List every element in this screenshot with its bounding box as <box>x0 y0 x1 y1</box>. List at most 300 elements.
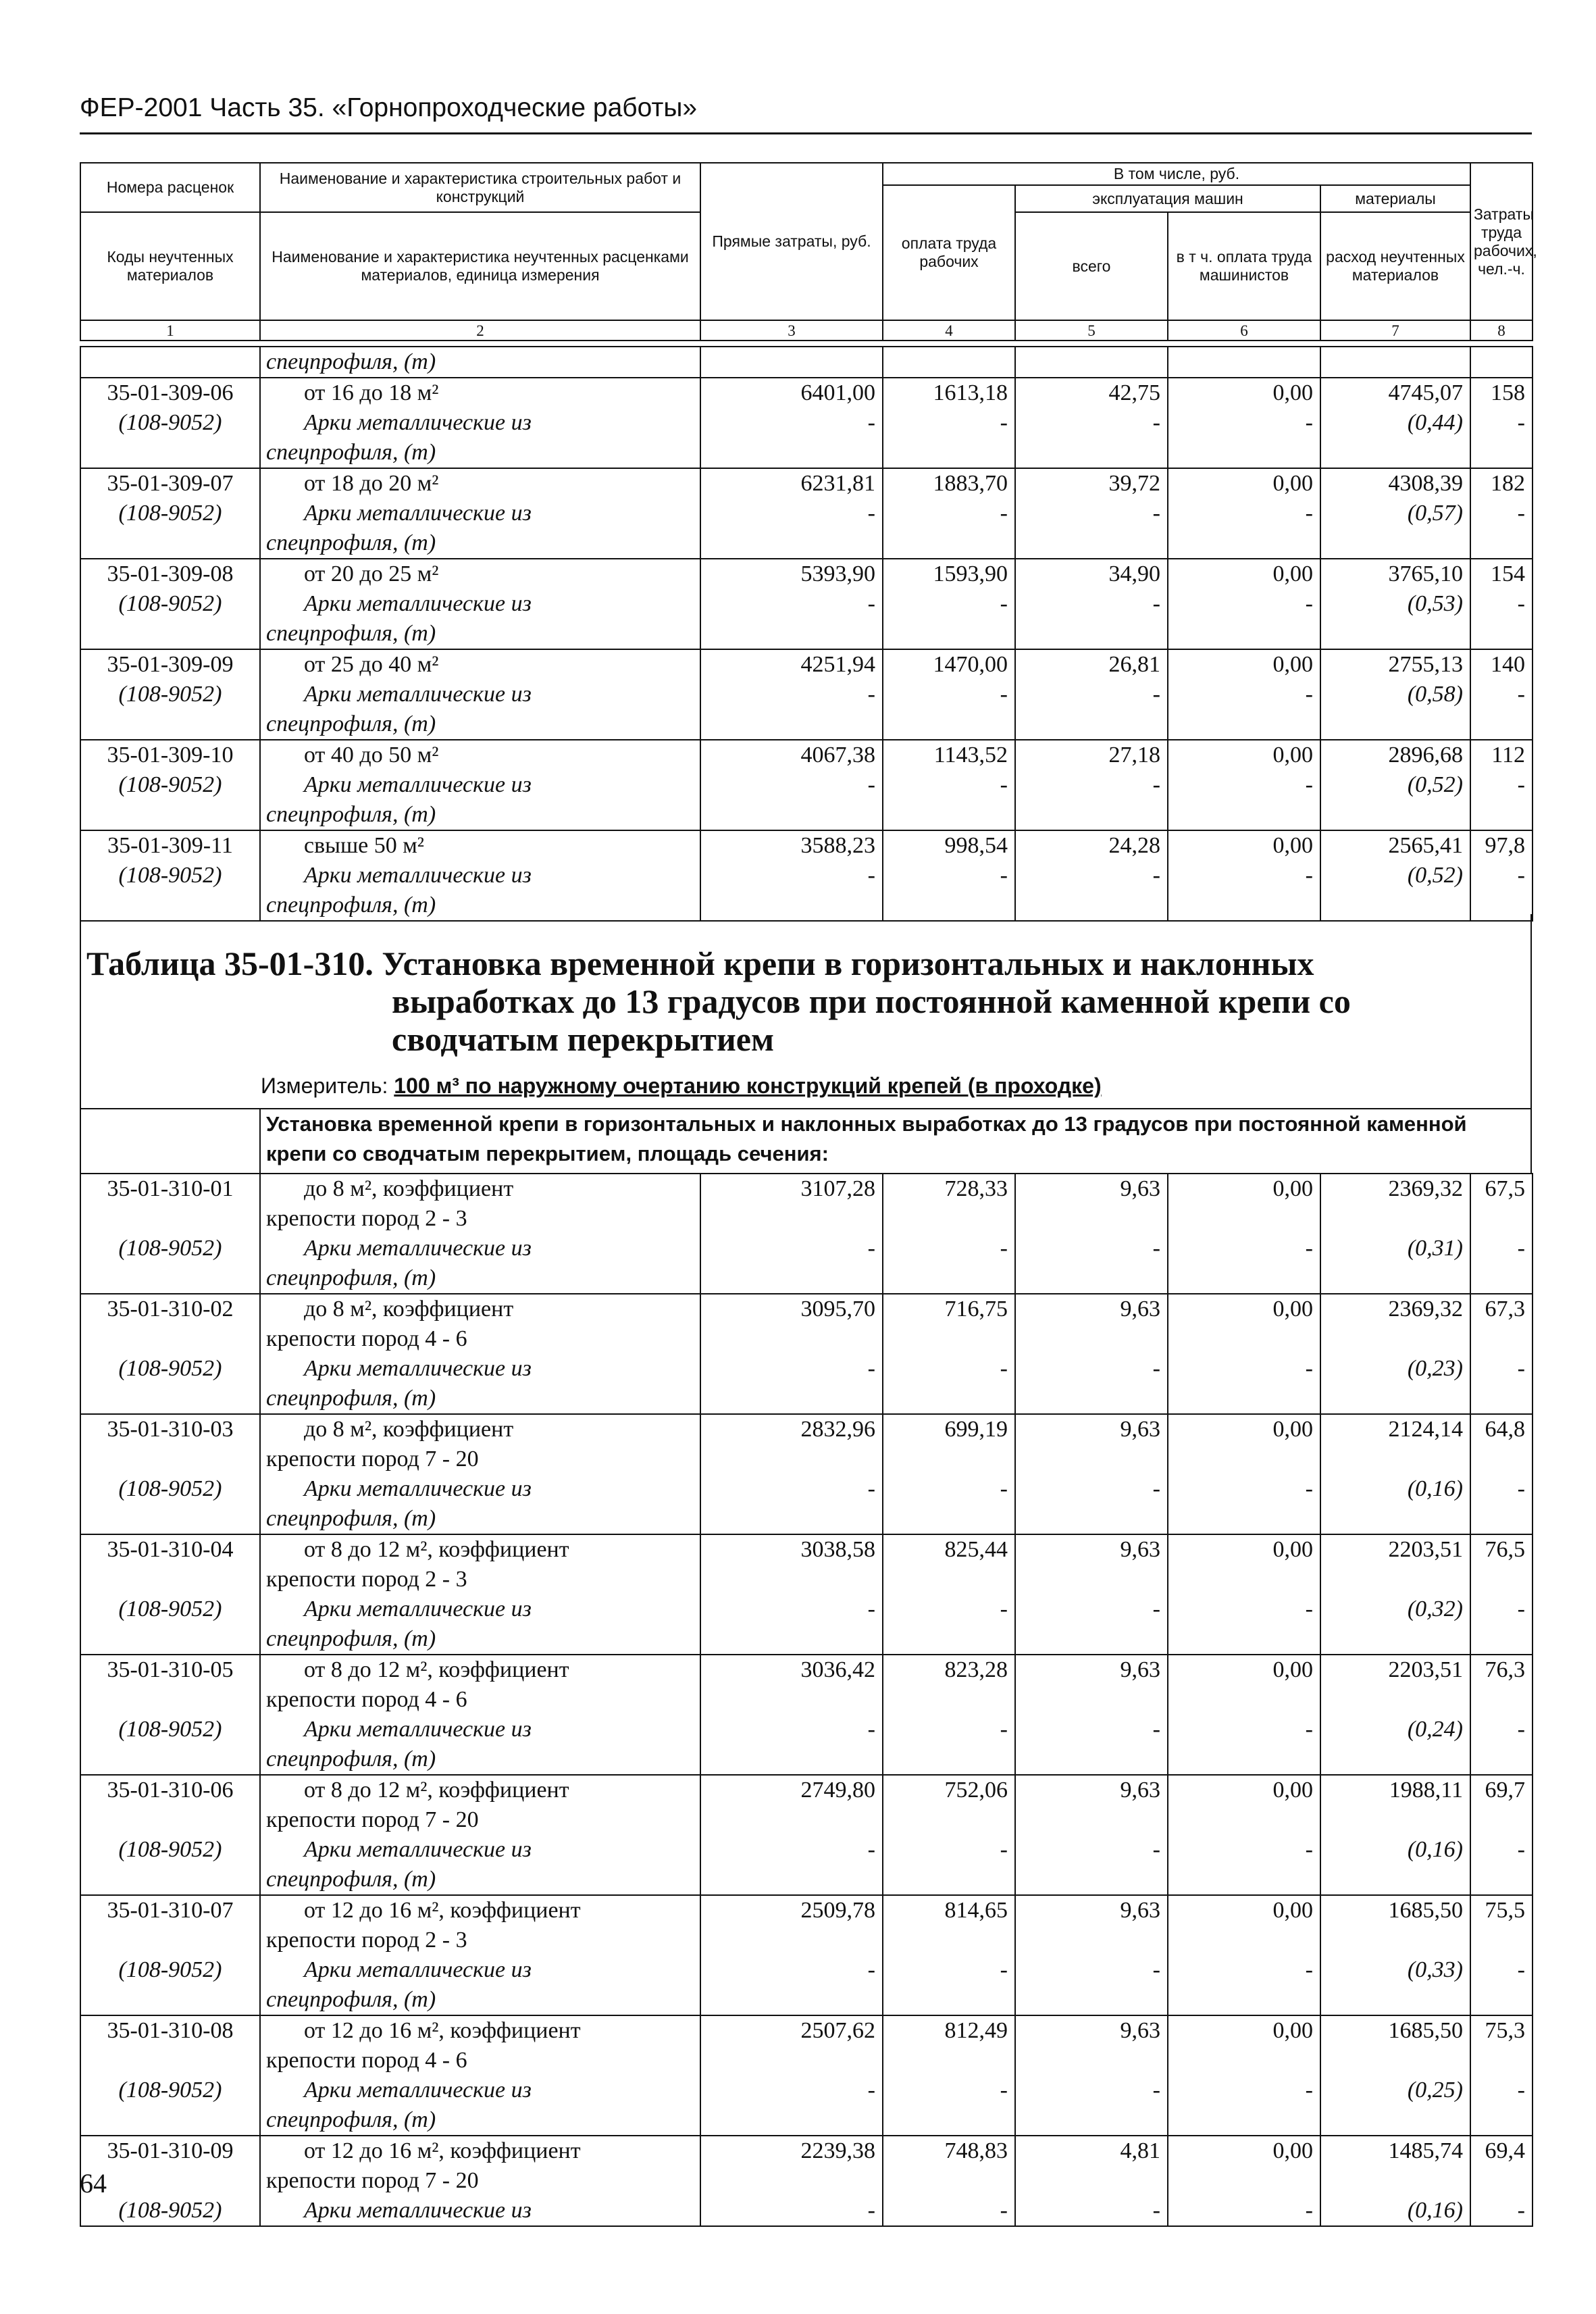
materials-cost-cell <box>1320 559 1470 649</box>
dash-placeholder: - <box>1517 1596 1525 1621</box>
labor-hours-cell <box>1470 1895 1533 2015</box>
machine-labor-cost: 0,00 <box>1272 1417 1313 1442</box>
machine-labor-cost-cell <box>1168 378 1320 468</box>
work-name: от 18 до 20 м² <box>304 471 439 496</box>
materials-cost: 2203,51 <box>1388 1537 1463 1562</box>
work-name: от 40 до 50 м² <box>304 743 439 768</box>
machine-labor-cost-cell <box>1168 1294 1320 1414</box>
work-name: до 8 м², коэффициент <box>304 1417 514 1442</box>
labor-cost: 752,06 <box>944 1778 1008 1803</box>
labor-cost: 728,33 <box>944 1176 1008 1201</box>
dash-placeholder: - <box>1000 410 1008 435</box>
machine-cost: 9,63 <box>1120 1778 1160 1803</box>
work-name-cell <box>260 1775 700 1895</box>
rate-code: 35-01-309-10 <box>107 743 234 768</box>
material-name: Арки металлические из <box>304 1476 532 1501</box>
materials-cost: 3765,10 <box>1388 561 1463 586</box>
rate-code-cell <box>80 1174 260 1294</box>
dash-placeholder: - <box>1305 1236 1313 1261</box>
table-row <box>80 649 1533 740</box>
dash-placeholder: - <box>1152 501 1160 526</box>
col-number: 6 <box>1168 320 1320 341</box>
materials-cost-cell <box>1320 2136 1470 2226</box>
dash-placeholder: - <box>867 1236 875 1261</box>
dash-placeholder: - <box>1517 591 1525 616</box>
material-use: (0,44) <box>1407 410 1463 435</box>
header-col2-top: Наименование и характеристика строительных работ и конструкций <box>260 163 700 212</box>
dash-placeholder: - <box>867 2078 875 2103</box>
material-code: (108-9052) <box>118 1837 222 1862</box>
header-col4: оплата труда рабочих <box>883 185 1015 320</box>
machine-labor-cost: 0,00 <box>1272 652 1313 677</box>
direct-cost: 2239,38 <box>800 2138 875 2163</box>
col-number: 7 <box>1320 320 1470 341</box>
machine-cost-cell <box>1015 378 1168 468</box>
materials-cost-cell <box>1320 378 1470 468</box>
dash-placeholder: - <box>867 1837 875 1862</box>
work-name-cell <box>260 1414 700 1534</box>
table-row <box>80 1534 1533 1655</box>
machine-cost: 34,90 <box>1108 561 1160 586</box>
labor-hours: 182 <box>1491 471 1525 496</box>
dash-placeholder: - <box>1305 1476 1313 1501</box>
section-frame <box>1530 914 1532 1110</box>
labor-hours: 97,8 <box>1485 833 1525 858</box>
dash-placeholder: - <box>1152 1717 1160 1742</box>
rate-code-cell <box>80 830 260 921</box>
machine-labor-cost: 0,00 <box>1272 1176 1313 1201</box>
work-name-cell <box>260 2015 700 2136</box>
meter-value: 100 м³ по наружному очертанию конструкций крепей (в проходке) <box>394 1074 1102 1098</box>
machine-cost: 9,63 <box>1120 1176 1160 1201</box>
direct-cost-cell <box>700 1414 883 1534</box>
direct-cost-cell <box>700 2136 883 2226</box>
material-code: (108-9052) <box>118 1957 222 1982</box>
dash-placeholder: - <box>1152 591 1160 616</box>
labor-hours-cell <box>1470 1174 1533 1294</box>
section-subtitle: Установка временной крепи в горизонтальных и наклонных выработках до 13 градусов при постоянной каменной крепи со сводчатым перекрытием, площадь сечения: <box>266 1112 1467 1165</box>
machine-cost: 9,63 <box>1120 2018 1160 2043</box>
dash-placeholder: - <box>1152 682 1160 707</box>
work-name: от 12 до 16 м², коэффициент <box>304 1898 581 1923</box>
direct-cost: 2749,80 <box>800 1778 875 1803</box>
labor-cost-cell <box>883 378 1015 468</box>
header-materials: материалы <box>1320 185 1470 212</box>
labor-cost-cell <box>883 830 1015 921</box>
dash-placeholder: - <box>1305 2078 1313 2103</box>
dash-placeholder: - <box>1152 2198 1160 2223</box>
meter-line <box>261 1074 1102 1099</box>
work-name-cell <box>260 559 700 649</box>
materials-cost-cell <box>1320 1174 1470 1294</box>
dash-placeholder: - <box>1000 863 1008 888</box>
work-name: свыше 50 м² <box>304 833 424 858</box>
carryover-text: спецпрофиля, (т) <box>260 347 700 378</box>
rate-code-cell <box>80 1655 260 1775</box>
material-use: (0,16) <box>1407 1476 1463 1501</box>
machine-labor-cost-cell <box>1168 1414 1320 1534</box>
dash-placeholder: - <box>867 1476 875 1501</box>
labor-hours: 64,8 <box>1485 1417 1525 1442</box>
work-name-cont: крепости пород 7 - 20 <box>266 1807 479 1832</box>
rate-code: 35-01-309-08 <box>107 561 234 586</box>
labor-cost: 748,83 <box>944 2138 1008 2163</box>
material-name: Арки металлические из <box>304 410 532 435</box>
dash-placeholder: - <box>1152 2078 1160 2103</box>
direct-cost-cell <box>700 1655 883 1775</box>
machine-labor-cost-cell <box>1168 1775 1320 1895</box>
labor-cost: 814,65 <box>944 1898 1008 1923</box>
direct-cost-cell <box>700 830 883 921</box>
material-use: (0,52) <box>1407 863 1463 888</box>
dash-placeholder: - <box>1517 1957 1525 1982</box>
materials-cost: 4745,07 <box>1388 380 1463 405</box>
labor-cost: 998,54 <box>944 833 1008 858</box>
work-name: от 8 до 12 м², коэффициент <box>304 1537 569 1562</box>
material-use: (0,16) <box>1407 1837 1463 1862</box>
materials-cost-cell <box>1320 649 1470 740</box>
dash-placeholder: - <box>867 863 875 888</box>
dash-placeholder: - <box>1000 501 1008 526</box>
direct-cost-cell <box>700 1895 883 2015</box>
work-name-cont: крепости пород 4 - 6 <box>266 1687 467 1712</box>
material-name-cont: спецпрофиля, (т) <box>266 1987 436 2012</box>
header-col8: Затраты труда рабочих, чел.-ч. <box>1470 163 1533 320</box>
machine-cost-cell <box>1015 1534 1168 1655</box>
material-use: (0,32) <box>1407 1596 1463 1621</box>
labor-cost: 1883,70 <box>933 471 1008 496</box>
table-row <box>80 378 1533 468</box>
material-use: (0,53) <box>1407 591 1463 616</box>
materials-cost-cell <box>1320 830 1470 921</box>
machine-labor-cost-cell <box>1168 1655 1320 1775</box>
table-310-body <box>80 1173 1533 2227</box>
machine-labor-cost: 0,00 <box>1272 743 1313 768</box>
table-row <box>80 740 1533 830</box>
direct-cost: 2507,62 <box>800 2018 875 2043</box>
direct-cost-cell <box>700 1294 883 1414</box>
material-use: (0,57) <box>1407 501 1463 526</box>
machine-labor-cost: 0,00 <box>1272 1537 1313 1562</box>
materials-cost: 2369,32 <box>1388 1297 1463 1322</box>
col-number: 5 <box>1015 320 1168 341</box>
dash-placeholder: - <box>1517 2198 1525 2223</box>
direct-cost-cell <box>700 378 883 468</box>
machine-cost: 9,63 <box>1120 1537 1160 1562</box>
dash-placeholder: - <box>1305 1717 1313 1742</box>
work-name-cont: крепости пород 2 - 3 <box>266 1567 467 1592</box>
material-name-cont: спецпрофиля, (т) <box>266 440 436 465</box>
dash-placeholder: - <box>867 591 875 616</box>
rate-code: 35-01-309-09 <box>107 652 234 677</box>
materials-cost-cell <box>1320 1534 1470 1655</box>
dash-placeholder: - <box>867 410 875 435</box>
dash-placeholder: - <box>867 1957 875 1982</box>
material-code: (108-9052) <box>118 682 222 707</box>
labor-hours: 76,5 <box>1485 1537 1525 1562</box>
work-name-cell <box>260 378 700 468</box>
machine-cost-cell <box>1015 1294 1168 1414</box>
work-name-cell <box>260 1655 700 1775</box>
machine-labor-cost: 0,00 <box>1272 1657 1313 1682</box>
material-name-cont: спецпрофиля, (т) <box>266 1746 436 1771</box>
labor-hours: 75,3 <box>1485 2018 1525 2043</box>
work-name-cell <box>260 740 700 830</box>
material-name-cont: спецпрофиля, (т) <box>266 1265 436 1290</box>
work-name-cont: крепости пород 2 - 3 <box>266 1928 467 1953</box>
labor-hours-cell <box>1470 1655 1533 1775</box>
material-name: Арки металлические из <box>304 772 532 797</box>
materials-cost-cell <box>1320 1775 1470 1895</box>
materials-cost: 4308,39 <box>1388 471 1463 496</box>
labor-cost-cell <box>883 1655 1015 1775</box>
machine-cost: 42,75 <box>1108 380 1160 405</box>
section-title-cont: выработках до 13 градусов при постоянной каменной крепи со <box>392 982 1351 1020</box>
header-group: В том числе, руб. <box>883 163 1470 185</box>
direct-cost-cell <box>700 740 883 830</box>
work-name: от 20 до 25 м² <box>304 561 439 586</box>
dash-placeholder: - <box>1152 1957 1160 1982</box>
rate-code-cell <box>80 649 260 740</box>
machine-labor-cost-cell <box>1168 468 1320 559</box>
table-row <box>80 1294 1533 1414</box>
material-code: (108-9052) <box>118 2078 222 2103</box>
dash-placeholder: - <box>867 1356 875 1381</box>
machine-labor-cost-cell <box>1168 1895 1320 2015</box>
material-use: (0,16) <box>1407 2198 1463 2223</box>
work-name-cell <box>260 649 700 740</box>
meter-label: Измеритель: <box>261 1074 388 1098</box>
material-code: (108-9052) <box>118 1717 222 1742</box>
machine-labor-cost-cell <box>1168 2136 1320 2226</box>
section-title-cont: сводчатым перекрытием <box>392 1020 775 1058</box>
machine-labor-cost-cell <box>1168 830 1320 921</box>
machine-cost: 39,72 <box>1108 471 1160 496</box>
direct-cost: 5393,90 <box>800 561 875 586</box>
material-name: Арки металлические из <box>304 2078 532 2103</box>
direct-cost-cell <box>700 1534 883 1655</box>
rate-code-cell <box>80 378 260 468</box>
machine-cost: 9,63 <box>1120 1898 1160 1923</box>
table-row <box>80 1174 1533 1294</box>
machine-labor-cost: 0,00 <box>1272 1778 1313 1803</box>
dash-placeholder: - <box>1517 1476 1525 1501</box>
rate-code-cell <box>80 1534 260 1655</box>
materials-cost-cell <box>1320 1655 1470 1775</box>
material-use: (0,23) <box>1407 1356 1463 1381</box>
direct-cost: 2509,78 <box>800 1898 875 1923</box>
direct-cost-cell <box>700 468 883 559</box>
material-code: (108-9052) <box>118 772 222 797</box>
work-name-cell <box>260 1534 700 1655</box>
dash-placeholder: - <box>1000 1837 1008 1862</box>
machine-cost-cell <box>1015 468 1168 559</box>
labor-cost-cell <box>883 2015 1015 2136</box>
labor-cost-cell <box>883 559 1015 649</box>
col-number: 3 <box>700 320 883 341</box>
rate-code: 35-01-310-01 <box>107 1176 234 1201</box>
dash-placeholder: - <box>867 1717 875 1742</box>
materials-cost-cell <box>1320 740 1470 830</box>
table-row <box>80 1655 1533 1775</box>
dash-placeholder: - <box>1517 2078 1525 2103</box>
labor-hours: 67,3 <box>1485 1297 1525 1322</box>
labor-hours: 75,5 <box>1485 1898 1525 1923</box>
machine-cost-cell <box>1015 740 1168 830</box>
header-rule <box>80 132 1532 134</box>
rate-code-cell <box>80 1294 260 1414</box>
direct-cost: 6231,81 <box>800 471 875 496</box>
direct-cost: 3095,70 <box>800 1297 875 1322</box>
dash-placeholder: - <box>1305 591 1313 616</box>
machine-labor-cost-cell <box>1168 649 1320 740</box>
labor-cost-cell <box>883 740 1015 830</box>
direct-cost-cell <box>700 2015 883 2136</box>
rate-code-cell <box>80 468 260 559</box>
dash-placeholder: - <box>867 772 875 797</box>
labor-cost-cell <box>883 468 1015 559</box>
direct-cost: 4251,94 <box>800 652 875 677</box>
materials-cost: 2203,51 <box>1388 1657 1463 1682</box>
page-number: 64 <box>80 2168 107 2198</box>
labor-cost-cell <box>883 1414 1015 1534</box>
dash-placeholder: - <box>1000 1356 1008 1381</box>
material-use: (0,33) <box>1407 1957 1463 1982</box>
material-name-cont: спецпрофиля, (т) <box>266 530 436 555</box>
work-name: от 8 до 12 м², коэффициент <box>304 1778 569 1803</box>
machine-labor-cost: 0,00 <box>1272 380 1313 405</box>
table-row <box>80 468 1533 559</box>
material-code: (108-9052) <box>118 2198 222 2223</box>
table-row <box>80 2136 1533 2226</box>
dash-placeholder: - <box>1000 1596 1008 1621</box>
dash-placeholder: - <box>867 2198 875 2223</box>
direct-cost-cell <box>700 559 883 649</box>
labor-hours: 158 <box>1491 380 1525 405</box>
labor-cost: 699,19 <box>944 1417 1008 1442</box>
direct-cost: 3038,58 <box>800 1537 875 1562</box>
machine-labor-cost: 0,00 <box>1272 833 1313 858</box>
work-name: до 8 м², коэффициент <box>304 1176 514 1201</box>
work-name-cont: крепости пород 7 - 20 <box>266 1447 479 1472</box>
labor-hours: 154 <box>1491 561 1525 586</box>
labor-cost: 825,44 <box>944 1537 1008 1562</box>
machine-labor-cost-cell <box>1168 559 1320 649</box>
table-row <box>80 830 1533 921</box>
material-name: Арки металлические из <box>304 1957 532 1982</box>
material-use: (0,24) <box>1407 1717 1463 1742</box>
page-header: ФЕР-2001 Часть 35. «Горнопроходческие работы» <box>80 93 698 122</box>
dash-placeholder: - <box>1305 1957 1313 1982</box>
machine-cost: 9,63 <box>1120 1657 1160 1682</box>
material-name: Арки металлические из <box>304 1236 532 1261</box>
materials-cost-cell <box>1320 1414 1470 1534</box>
work-name: от 25 до 40 м² <box>304 652 439 677</box>
machine-labor-cost: 0,00 <box>1272 471 1313 496</box>
section-frame <box>80 914 81 1110</box>
dash-placeholder: - <box>1305 1356 1313 1381</box>
direct-cost-cell <box>700 1174 883 1294</box>
material-code: (108-9052) <box>118 863 222 888</box>
labor-hours: 76,3 <box>1485 1657 1525 1682</box>
machine-cost-cell <box>1015 1414 1168 1534</box>
dash-placeholder: - <box>1305 863 1313 888</box>
rate-code: 35-01-310-07 <box>107 1898 234 1923</box>
labor-hours: 140 <box>1491 652 1525 677</box>
rate-code-cell <box>80 1414 260 1534</box>
labor-hours: 112 <box>1491 743 1525 768</box>
material-code: (108-9052) <box>118 1596 222 1621</box>
material-name: Арки металлические из <box>304 501 532 526</box>
work-name-cont: крепости пород 4 - 6 <box>266 2048 467 2073</box>
dash-placeholder: - <box>1000 1476 1008 1501</box>
material-name-cont: спецпрофиля, (т) <box>266 621 436 646</box>
labor-hours-cell <box>1470 468 1533 559</box>
labor-cost: 823,28 <box>944 1657 1008 1682</box>
dash-placeholder: - <box>1305 682 1313 707</box>
labor-hours-cell <box>1470 559 1533 649</box>
dash-placeholder: - <box>1517 1236 1525 1261</box>
materials-cost: 1988,11 <box>1389 1778 1463 1803</box>
dash-placeholder: - <box>1000 1717 1008 1742</box>
direct-cost: 3107,28 <box>800 1176 875 1201</box>
labor-cost-cell <box>883 649 1015 740</box>
header-machines: эксплуатация машин <box>1015 185 1320 212</box>
col-number: 1 <box>80 320 260 341</box>
machine-cost-cell <box>1015 1174 1168 1294</box>
labor-cost-cell <box>883 1895 1015 2015</box>
dash-placeholder: - <box>1517 863 1525 888</box>
material-name-cont: спецпрофиля, (т) <box>266 802 436 827</box>
rate-code: 35-01-310-08 <box>107 2018 234 2043</box>
labor-cost: 716,75 <box>944 1297 1008 1322</box>
dash-placeholder: - <box>1152 1476 1160 1501</box>
rate-code-cell <box>80 740 260 830</box>
work-name: от 16 до 18 м² <box>304 380 439 405</box>
work-name-cell <box>260 1174 700 1294</box>
machine-cost-cell <box>1015 1775 1168 1895</box>
labor-hours-cell <box>1470 378 1533 468</box>
rate-code: 35-01-309-11 <box>107 833 233 858</box>
col-number: 2 <box>260 320 700 341</box>
materials-cost: 1685,50 <box>1388 2018 1463 2043</box>
dash-placeholder: - <box>1517 1717 1525 1742</box>
work-name-cell <box>260 1294 700 1414</box>
table-row <box>80 1895 1533 2015</box>
header-col2-bottom: Наименование и характеристика неучтенных расценками материалов, единица измерения <box>260 212 700 320</box>
machine-cost-cell <box>1015 2015 1168 2136</box>
material-use: (0,58) <box>1407 682 1463 707</box>
material-name-cont: спецпрофиля, (т) <box>266 1867 436 1892</box>
header-col7: расход неучтенных материалов <box>1320 212 1470 320</box>
col-number: 8 <box>1470 320 1533 341</box>
dash-placeholder: - <box>1152 772 1160 797</box>
dash-placeholder: - <box>1000 1236 1008 1261</box>
labor-hours-cell <box>1470 1294 1533 1414</box>
machine-labor-cost: 0,00 <box>1272 2138 1313 2163</box>
machine-labor-cost: 0,00 <box>1272 1297 1313 1322</box>
machine-labor-cost: 0,00 <box>1272 1898 1313 1923</box>
material-name-cont: спецпрофиля, (т) <box>266 1506 436 1531</box>
rate-code: 35-01-309-07 <box>107 471 234 496</box>
machine-labor-cost-cell <box>1168 740 1320 830</box>
dash-placeholder: - <box>1305 501 1313 526</box>
work-name-cell <box>260 1895 700 2015</box>
labor-cost: 1613,18 <box>933 380 1008 405</box>
material-use: (0,31) <box>1407 1236 1463 1261</box>
labor-hours: 69,7 <box>1485 1778 1525 1803</box>
table-header <box>80 162 1537 341</box>
